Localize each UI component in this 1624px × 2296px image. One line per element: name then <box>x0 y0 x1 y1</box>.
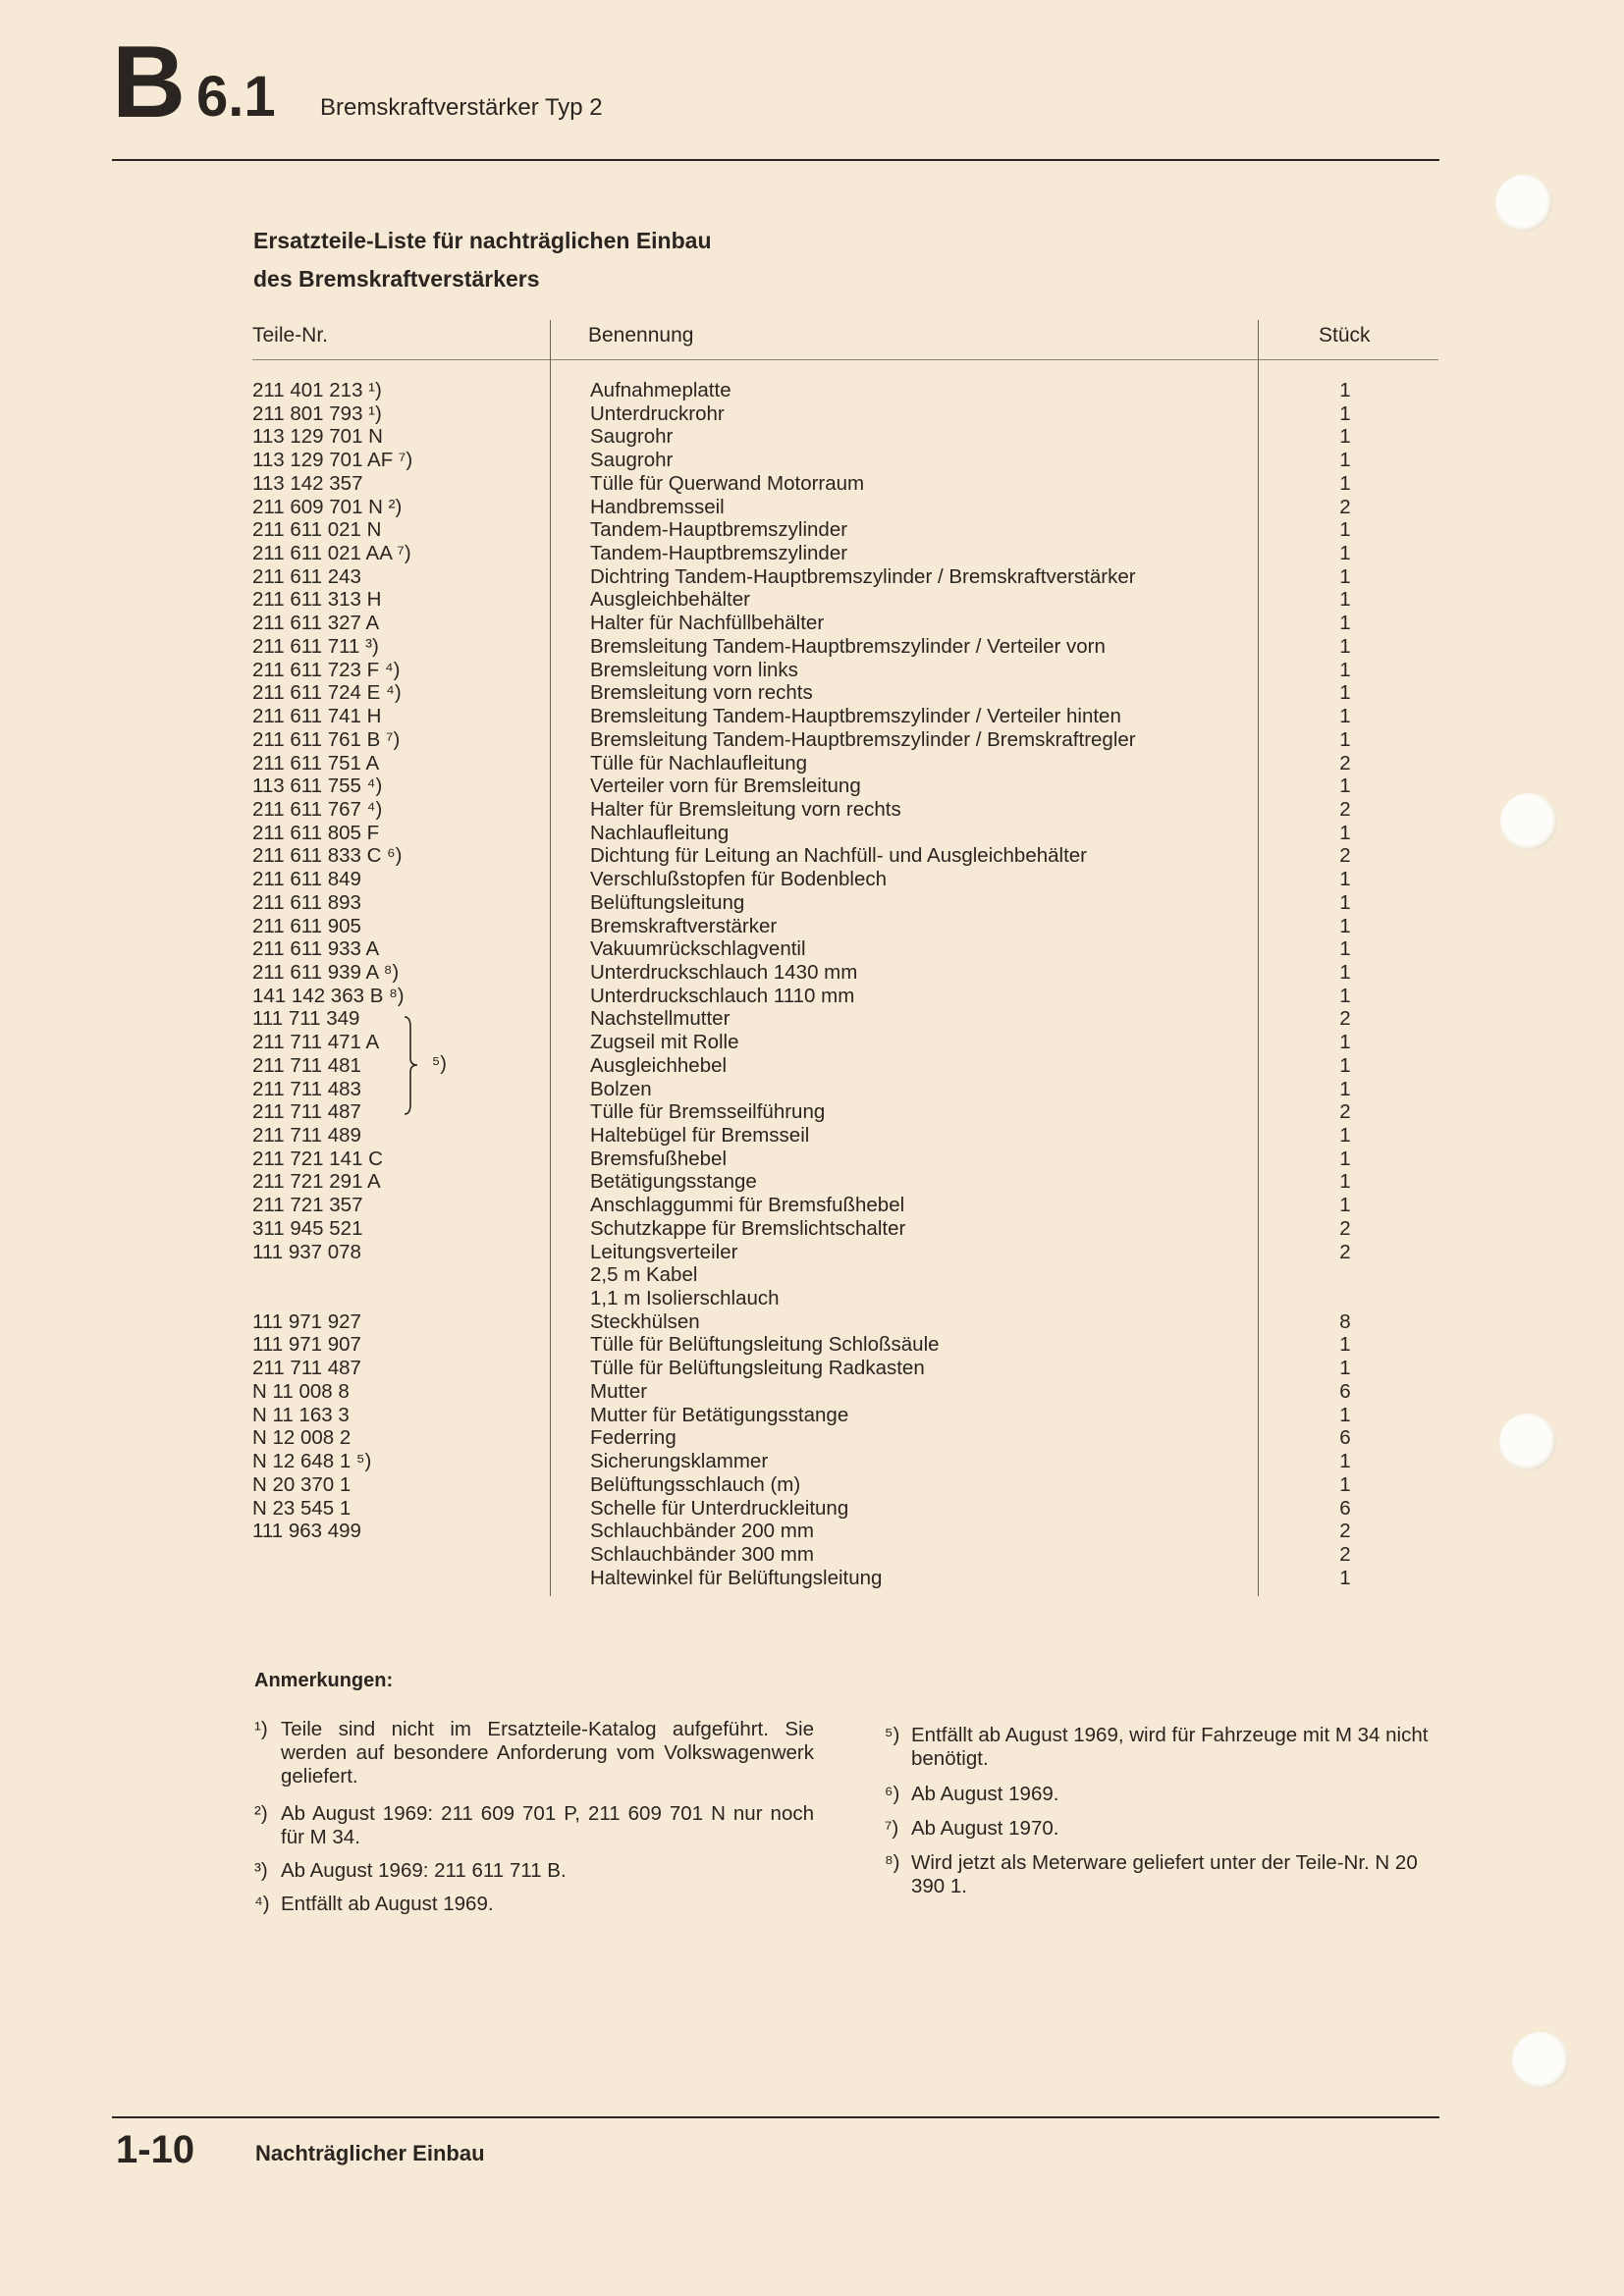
part-number-cell: 111 937 078 <box>252 1240 361 1263</box>
part-number-cell: 211 401 213 ¹) <box>252 379 382 401</box>
note-text: Ab August 1969. <box>911 1783 1059 1805</box>
quantity-cell: 6 <box>1339 1496 1351 1520</box>
quantity-cell: 1 <box>1339 1031 1351 1054</box>
section-number: 6.1 <box>196 65 276 129</box>
description-cell: Halter für Nachfüllbehälter <box>590 612 825 635</box>
description-cell: Tülle für Bremsseilführung <box>590 1100 826 1124</box>
quantity-cell: 1 <box>1339 1450 1351 1473</box>
quantity-cell: 6 <box>1339 1379 1351 1403</box>
part-number-cell: 211 611 327 A <box>252 612 380 635</box>
description-cell: Tandem-Hauptbremszylinder <box>590 542 848 565</box>
table-row <box>0 612 1624 635</box>
note-marker: ³) <box>254 1859 268 1882</box>
brace-footnote-mark: ⁵) <box>432 1053 447 1075</box>
quantity-cell: 1 <box>1339 1077 1351 1100</box>
note-marker: ⁴) <box>254 1893 270 1915</box>
description-cell: Nachlaufleitung <box>590 821 730 844</box>
table-row <box>0 1241 1624 1264</box>
part-number-cell: 113 611 755 ⁴) <box>252 774 383 798</box>
quantity-cell: 1 <box>1339 612 1351 635</box>
description-cell: Saugrohr <box>590 449 674 472</box>
quantity-cell: 1 <box>1339 868 1351 891</box>
part-number-cell: 211 711 489 <box>252 1124 361 1147</box>
quantity-cell: 1 <box>1339 914 1351 937</box>
note-4 <box>254 1893 814 1916</box>
table-row <box>0 798 1624 822</box>
note-marker: ⁷) <box>885 1817 899 1840</box>
part-number-cell: 211 721 291 A <box>252 1170 381 1194</box>
part-number-cell: 211 611 021 AA ⁷) <box>252 542 411 565</box>
description-cell: Halter für Bremsleitung vorn rechts <box>590 797 901 821</box>
part-number-cell: 141 142 363 B ⁸) <box>252 984 405 1007</box>
part-number-cell: 211 611 761 B ⁷) <box>252 727 401 751</box>
notes-heading: Anmerkungen: <box>254 1670 394 1691</box>
description-cell: Tülle für Belüftungsleitung Radkasten <box>590 1357 925 1380</box>
description-cell: Haltebügel für Bremsseil <box>590 1124 810 1147</box>
description-cell: Anschlaggummi für Bremsfußhebel <box>590 1194 905 1217</box>
description-cell: Federring <box>590 1426 677 1450</box>
description-cell: Zugseil mit Rolle <box>590 1031 739 1054</box>
description-cell: Bremskraftverstärker <box>590 914 778 937</box>
quantity-cell: 6 <box>1339 1426 1351 1450</box>
description-cell: Steckhülsen <box>590 1309 700 1333</box>
table-row <box>0 1031 1624 1054</box>
table-row <box>0 1194 1624 1217</box>
quantity-cell: 1 <box>1339 681 1351 705</box>
table-row <box>0 659 1624 682</box>
part-number-cell: 211 611 741 H <box>252 705 382 728</box>
description-cell: 1,1 m Isolierschlauch <box>590 1287 780 1310</box>
description-cell: Ausgleichhebel <box>590 1053 728 1077</box>
table-row <box>0 1567 1624 1590</box>
note-marker: ⁸) <box>885 1851 900 1874</box>
part-number-cell: 311 945 521 <box>252 1216 363 1240</box>
part-number-cell: 211 721 357 <box>252 1194 363 1217</box>
description-cell: Mutter für Betätigungsstange <box>590 1403 849 1426</box>
quantity-cell: 1 <box>1339 1194 1351 1217</box>
part-number-cell: N 20 370 1 <box>252 1472 352 1496</box>
part-number-cell: 113 142 357 <box>252 471 363 495</box>
note-text: Entfällt ab August 1969, wird für Fahrzeuge mit M 34 nicht benötigt. <box>911 1724 1429 1770</box>
note-2 <box>254 1802 814 1849</box>
table-row <box>0 1380 1624 1404</box>
part-number-cell: 111 971 927 <box>252 1309 361 1333</box>
description-cell: Leitungsverteiler <box>590 1240 738 1263</box>
table-row <box>0 1497 1624 1521</box>
part-number-cell: 211 611 805 F <box>252 821 380 844</box>
quantity-cell: 1 <box>1339 1170 1351 1194</box>
quantity-cell: 1 <box>1339 705 1351 728</box>
quantity-cell: 1 <box>1339 1357 1351 1380</box>
description-cell: Ausgleichbehälter <box>590 588 750 612</box>
note-text: Ab August 1970. <box>911 1817 1059 1840</box>
note-8 <box>885 1851 1444 1898</box>
part-number-cell: 211 611 723 F ⁴) <box>252 658 401 681</box>
description-cell: Dichtring Tandem-Hauptbremszylinder / Bremskraftverstärker <box>590 564 1136 588</box>
part-number-cell: 111 963 499 <box>252 1520 361 1543</box>
table-row <box>0 1007 1624 1031</box>
quantity-cell: 1 <box>1339 564 1351 588</box>
description-cell: Haltewinkel für Belüftungsleitung <box>590 1566 883 1589</box>
quantity-cell: 2 <box>1339 844 1351 868</box>
quantity-cell: 1 <box>1339 890 1351 914</box>
description-cell: Unterdruckschlauch 1110 mm <box>590 984 855 1007</box>
part-number-cell: 113 129 701 N <box>252 425 383 449</box>
footer-rule <box>112 2116 1439 2118</box>
quantity-cell: 2 <box>1339 495 1351 518</box>
part-number-cell: 211 711 487 <box>252 1357 361 1380</box>
table-row <box>0 937 1624 961</box>
table-row <box>0 844 1624 868</box>
table-row <box>0 425 1624 449</box>
table-row <box>0 1543 1624 1567</box>
column-header-part-number: Teile-Nr. <box>252 324 329 347</box>
part-number-cell: 211 611 905 <box>252 914 361 937</box>
quantity-cell: 2 <box>1339 1240 1351 1263</box>
note-marker: ²) <box>254 1802 268 1825</box>
note-1 <box>254 1718 814 1789</box>
description-cell: Nachstellmutter <box>590 1007 731 1031</box>
part-number-cell: 111 711 349 <box>252 1007 360 1031</box>
part-number-cell: 211 611 243 <box>252 564 361 588</box>
table-row <box>0 1287 1624 1310</box>
quantity-cell: 1 <box>1339 937 1351 961</box>
table-row <box>0 915 1624 938</box>
part-number-cell: 211 711 483 <box>252 1077 361 1100</box>
table-row <box>0 379 1624 402</box>
part-number-cell: 211 611 021 N <box>252 518 382 542</box>
quantity-cell: 1 <box>1339 588 1351 612</box>
quantity-cell: 1 <box>1339 471 1351 495</box>
part-number-cell: N 11 163 3 <box>252 1403 350 1426</box>
description-cell: Schelle für Unterdruckleitung <box>590 1496 849 1520</box>
table-row <box>0 1263 1624 1287</box>
table-row <box>0 1124 1624 1148</box>
table-row <box>0 1333 1624 1357</box>
quantity-cell: 1 <box>1339 518 1351 542</box>
quantity-cell: 1 <box>1339 425 1351 449</box>
column-header-description: Benennung <box>588 324 694 347</box>
description-cell: Verschlußstopfen für Bodenblech <box>590 868 887 891</box>
table-row <box>0 961 1624 985</box>
column-header-rule <box>252 359 1438 360</box>
table-row <box>0 1450 1624 1473</box>
table-row <box>0 472 1624 496</box>
table-row <box>0 1310 1624 1334</box>
table-row <box>0 449 1624 472</box>
quantity-cell: 1 <box>1339 658 1351 681</box>
part-number-cell: 211 711 471 A <box>252 1031 380 1054</box>
note-marker: ⁵) <box>885 1724 900 1746</box>
quantity-cell: 1 <box>1339 1566 1351 1589</box>
quantity-cell: 2 <box>1339 751 1351 774</box>
list-title-line-1: Ersatzteile-Liste für nachträglichen Einbau <box>253 228 712 253</box>
section-letter: B <box>112 26 185 139</box>
description-cell: Bremsleitung Tandem-Hauptbremszylinder / Verteiler hinten <box>590 705 1121 728</box>
note-3 <box>254 1859 814 1883</box>
note-text: Ab August 1969: 211 609 701 P, 211 609 701 N nur noch für M 34. <box>281 1802 814 1848</box>
description-cell: Tülle für Nachlaufleitung <box>590 751 808 774</box>
description-cell: Schlauchbänder 200 mm <box>590 1520 814 1543</box>
table-row <box>0 752 1624 775</box>
table-row <box>0 1473 1624 1497</box>
table-row <box>0 1100 1624 1124</box>
note-text: Wird jetzt als Meterware geliefert unter der Teile-Nr. N 20 390 1. <box>911 1851 1418 1897</box>
description-cell: Tandem-Hauptbremszylinder <box>590 518 848 542</box>
description-cell: Saugrohr <box>590 425 674 449</box>
description-cell: Bremsfußhebel <box>590 1147 728 1170</box>
description-cell: Sicherungsklammer <box>590 1450 769 1473</box>
description-cell: Mutter <box>590 1379 648 1403</box>
section-title: Bremskraftverstärker Typ 2 <box>320 94 603 121</box>
note-7 <box>885 1817 1444 1841</box>
description-cell: Belüftungsleitung <box>590 890 745 914</box>
part-number-cell: 211 611 939 A ⁸) <box>252 960 400 984</box>
table-row <box>0 635 1624 659</box>
punch-hole-1 <box>1495 175 1552 232</box>
table-row <box>0 1170 1624 1194</box>
description-cell: Unterdruckrohr <box>590 401 725 425</box>
table-row <box>0 868 1624 891</box>
group-brace <box>401 1015 422 1116</box>
punch-hole-4 <box>1512 2032 1569 2089</box>
table-row <box>0 1426 1624 1450</box>
note-5 <box>885 1724 1444 1771</box>
part-number-cell: 211 611 724 E ⁴) <box>252 681 402 705</box>
quantity-cell: 1 <box>1339 379 1351 401</box>
column-header-quantity: Stück <box>1319 324 1371 347</box>
table-row <box>0 402 1624 426</box>
part-number-cell: N 12 008 2 <box>252 1426 352 1450</box>
table-row <box>0 1520 1624 1543</box>
description-cell: Bremsleitung Tandem-Hauptbremszylinder / Bremskraftregler <box>590 727 1136 751</box>
quantity-cell: 2 <box>1339 1520 1351 1543</box>
part-number-cell: 211 611 313 H <box>252 588 382 612</box>
header-rule <box>112 159 1439 161</box>
table-row <box>0 1217 1624 1241</box>
description-cell: Verteiler vorn für Bremsleitung <box>590 774 861 798</box>
table-row <box>0 728 1624 752</box>
quantity-cell: 1 <box>1339 960 1351 984</box>
description-cell: Belüftungsschlauch (m) <box>590 1472 801 1496</box>
part-number-cell: 211 611 833 C ⁶) <box>252 844 403 868</box>
quantity-cell: 1 <box>1339 727 1351 751</box>
table-row <box>0 1357 1624 1380</box>
table-row <box>0 985 1624 1008</box>
description-cell: Bremsleitung vorn links <box>590 658 798 681</box>
quantity-cell: 1 <box>1339 1053 1351 1077</box>
part-number-cell: N 11 008 8 <box>252 1379 350 1403</box>
description-cell: Tülle für Querwand Motorraum <box>590 471 865 495</box>
table-row <box>0 518 1624 542</box>
part-number-cell: 211 611 933 A <box>252 937 380 961</box>
table-row <box>0 496 1624 519</box>
quantity-cell: 1 <box>1339 821 1351 844</box>
note-text: Teile sind nicht im Ersatzteile-Katalog aufgeführt. Sie werden auf besondere Anforderung vom Volkswagenwerk geliefert. <box>281 1718 814 1788</box>
part-number-cell: 211 611 893 <box>252 890 361 914</box>
quantity-cell: 2 <box>1339 1007 1351 1031</box>
note-6 <box>885 1783 1444 1806</box>
table-row <box>0 822 1624 845</box>
table-row <box>0 542 1624 565</box>
quantity-cell: 1 <box>1339 1147 1351 1170</box>
quantity-cell: 1 <box>1339 449 1351 472</box>
part-number-cell: 211 609 701 N ²) <box>252 495 403 518</box>
quantity-cell: 1 <box>1339 1403 1351 1426</box>
table-row <box>0 891 1624 915</box>
quantity-cell: 1 <box>1339 634 1351 658</box>
table-row <box>0 1078 1624 1101</box>
page-number: 1-10 <box>116 2128 195 2171</box>
parts-table <box>0 379 1624 1589</box>
part-number-cell: 211 611 751 A <box>252 751 380 774</box>
note-marker: ¹) <box>254 1718 268 1740</box>
description-cell: Schutzkappe für Bremslichtschalter <box>590 1216 906 1240</box>
part-number-cell: 113 129 701 AF ⁷) <box>252 449 413 472</box>
list-title-line-2: des Bremskraftverstärkers <box>253 266 540 292</box>
note-text: Ab August 1969: 211 611 711 B. <box>281 1859 567 1882</box>
part-number-cell: 211 611 711 ³) <box>252 634 379 658</box>
part-number-cell: N 12 648 1 ⁵) <box>252 1450 372 1473</box>
description-cell: Aufnahmeplatte <box>590 379 731 401</box>
description-cell: Handbremsseil <box>590 495 725 518</box>
note-text: Entfällt ab August 1969. <box>281 1893 494 1915</box>
table-row <box>0 1404 1624 1427</box>
part-number-cell: 111 971 907 <box>252 1333 361 1357</box>
description-cell: Bremsleitung vorn rechts <box>590 681 813 705</box>
quantity-cell: 2 <box>1339 1542 1351 1566</box>
part-number-cell: 211 611 849 <box>252 868 361 891</box>
description-cell: Unterdruckschlauch 1430 mm <box>590 960 858 984</box>
quantity-cell: 2 <box>1339 1216 1351 1240</box>
description-cell: Schlauchbänder 300 mm <box>590 1542 814 1566</box>
table-row <box>0 1054 1624 1078</box>
table-row <box>0 705 1624 728</box>
description-cell: Bolzen <box>590 1077 652 1100</box>
quantity-cell: 1 <box>1339 774 1351 798</box>
description-cell: Betätigungsstange <box>590 1170 757 1194</box>
quantity-cell: 1 <box>1339 401 1351 425</box>
note-marker: ⁶) <box>885 1783 900 1805</box>
description-cell: Bremsleitung Tandem-Hauptbremszylinder / Verteiler vorn <box>590 634 1106 658</box>
part-number-cell: N 23 545 1 <box>252 1496 352 1520</box>
part-number-cell: 211 611 767 ⁴) <box>252 797 383 821</box>
quantity-cell: 2 <box>1339 797 1351 821</box>
footer-title: Nachträglicher Einbau <box>255 2141 485 2165</box>
quantity-cell: 2 <box>1339 1100 1351 1124</box>
quantity-cell: 8 <box>1339 1309 1351 1333</box>
part-number-cell: 211 801 793 ¹) <box>252 401 382 425</box>
quantity-cell: 1 <box>1339 984 1351 1007</box>
description-cell: Vakuumrückschlagventil <box>590 937 806 961</box>
table-row <box>0 588 1624 612</box>
table-row <box>0 681 1624 705</box>
table-row <box>0 1148 1624 1171</box>
part-number-cell: 211 721 141 C <box>252 1147 383 1170</box>
description-cell: 2,5 m Kabel <box>590 1263 698 1287</box>
description-cell: Dichtung für Leitung an Nachfüll- und Ausgleichbehälter <box>590 844 1087 868</box>
part-number-cell: 211 711 487 <box>252 1100 361 1124</box>
table-row <box>0 774 1624 798</box>
quantity-cell: 1 <box>1339 1472 1351 1496</box>
quantity-cell: 1 <box>1339 542 1351 565</box>
quantity-cell: 1 <box>1339 1124 1351 1147</box>
part-number-cell: 211 711 481 <box>252 1053 361 1077</box>
description-cell: Tülle für Belüftungsleitung Schloßsäule <box>590 1333 940 1357</box>
quantity-cell: 1 <box>1339 1333 1351 1357</box>
table-row <box>0 565 1624 589</box>
